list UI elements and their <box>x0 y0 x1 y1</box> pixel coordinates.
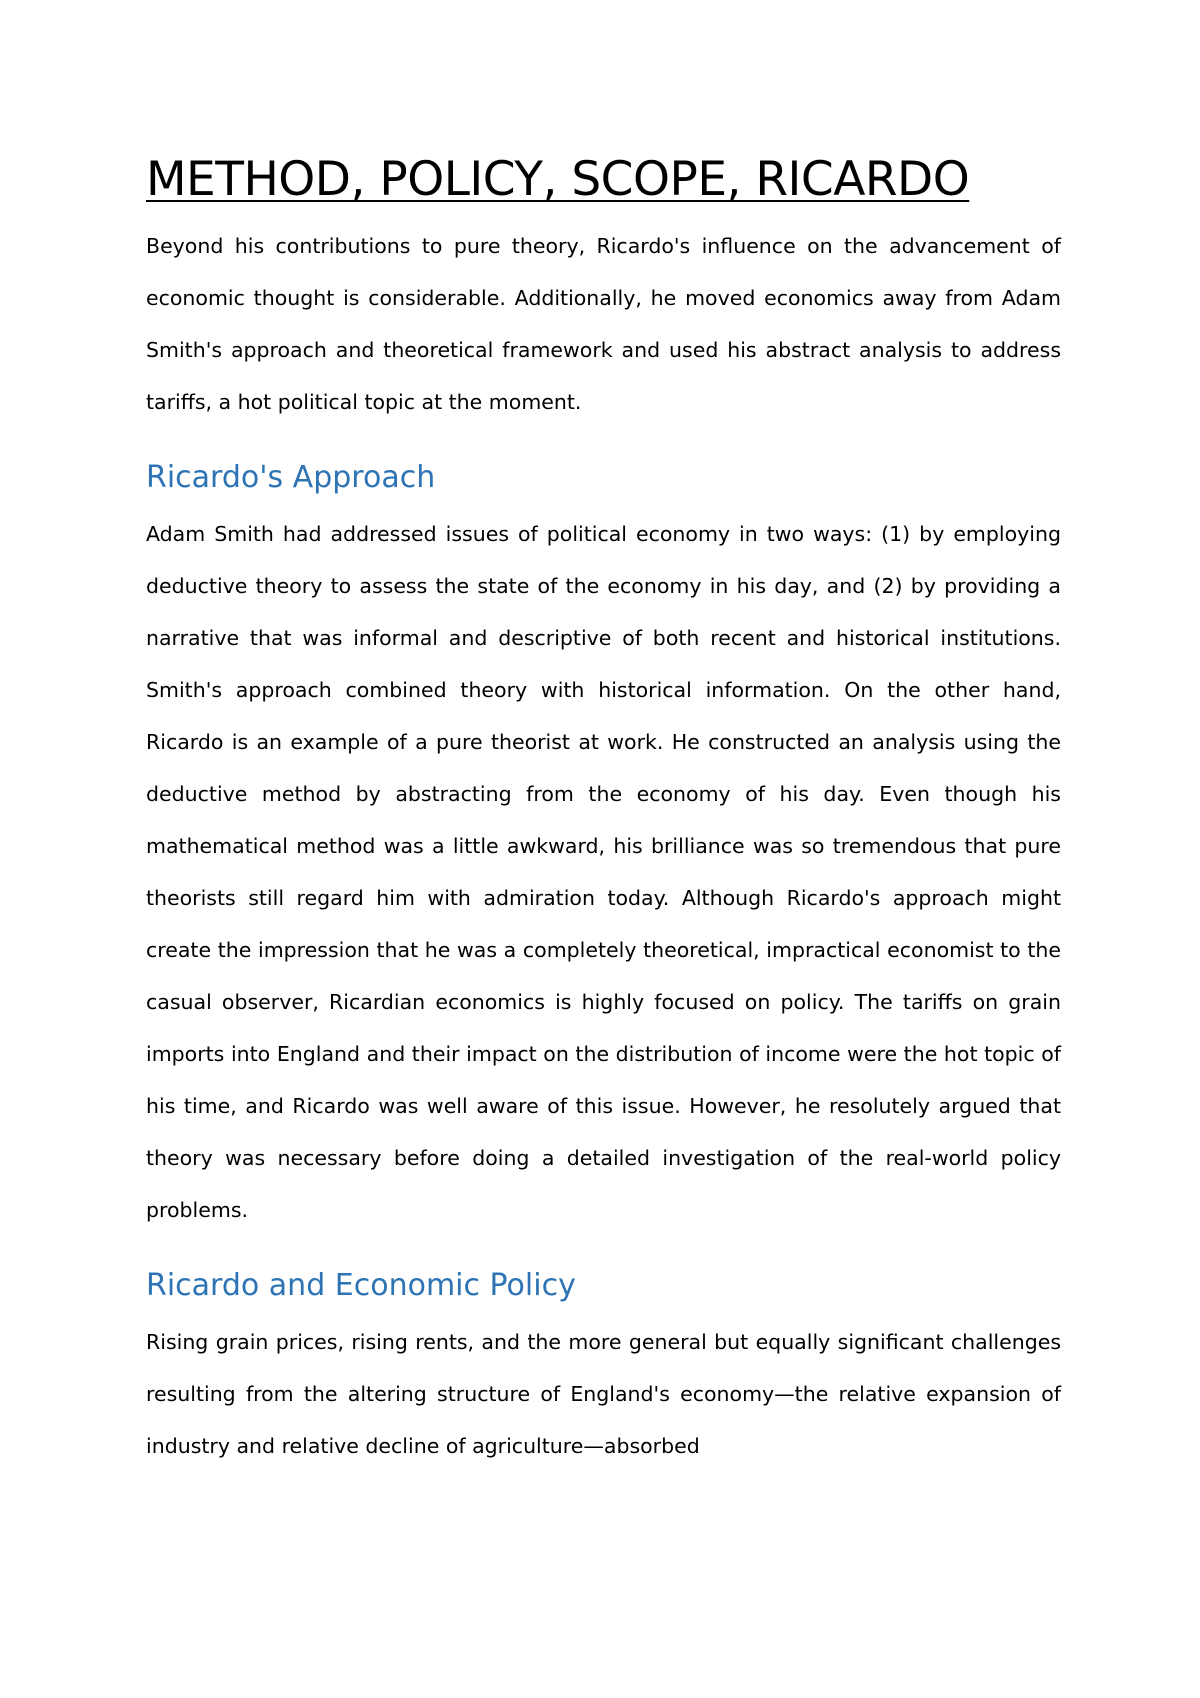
section-body-approach: Adam Smith had addressed issues of political economy in two ways: (1) by employing deductive theory to assess the state of the economy in his day, and (2) by providing a narrative that was informal and descriptive of both recent and historical institutions. Smith's approach combined theory with historical information. On the other hand, Ricardo is an example of a pure theorist at work. He constructed an analysis using the deductive method by abstracting from the economy of his day. Even though his mathematical method was a little awkward, his brilliance was so tremendous that pure theorists still regard him with admiration today. Although Ricardo's approach might create the impression that he was a completely theoretical, impractical economist to the casual observer, Ricardian economics is highly focused on policy. The tariffs on grain imports into England and their impact on the distribution of income were the hot topic of his time, and Ricardo was well aware of this issue. However, he resolutely argued that theory was necessary before doing a detailed investigation of the real-world policy problems. <box>146 522 1061 1222</box>
section-heading-approach: Ricardo's Approach <box>146 460 436 495</box>
document-title: METHOD, POLICY, SCOPE, RICARDO <box>146 152 970 207</box>
section-body-economic-policy: Rising grain prices, rising rents, and the more general but equally significant challenges resulting from the altering structure of England's economy—the relative expansion of industry and relative decline of agriculture—absorbed <box>146 1330 1061 1458</box>
intro-paragraph: Beyond his contributions to pure theory, Ricardo's influence on the advancement of economic thought is considerable. Additionally, he moved economics away from Adam Smith's approach and theoretical framework and used his abstract analysis to address tariffs, a hot political topic at the moment. <box>146 234 1061 414</box>
document-page <box>146 150 1061 1472</box>
section-heading-economic-policy: Ricardo and Economic Policy <box>146 1268 576 1303</box>
